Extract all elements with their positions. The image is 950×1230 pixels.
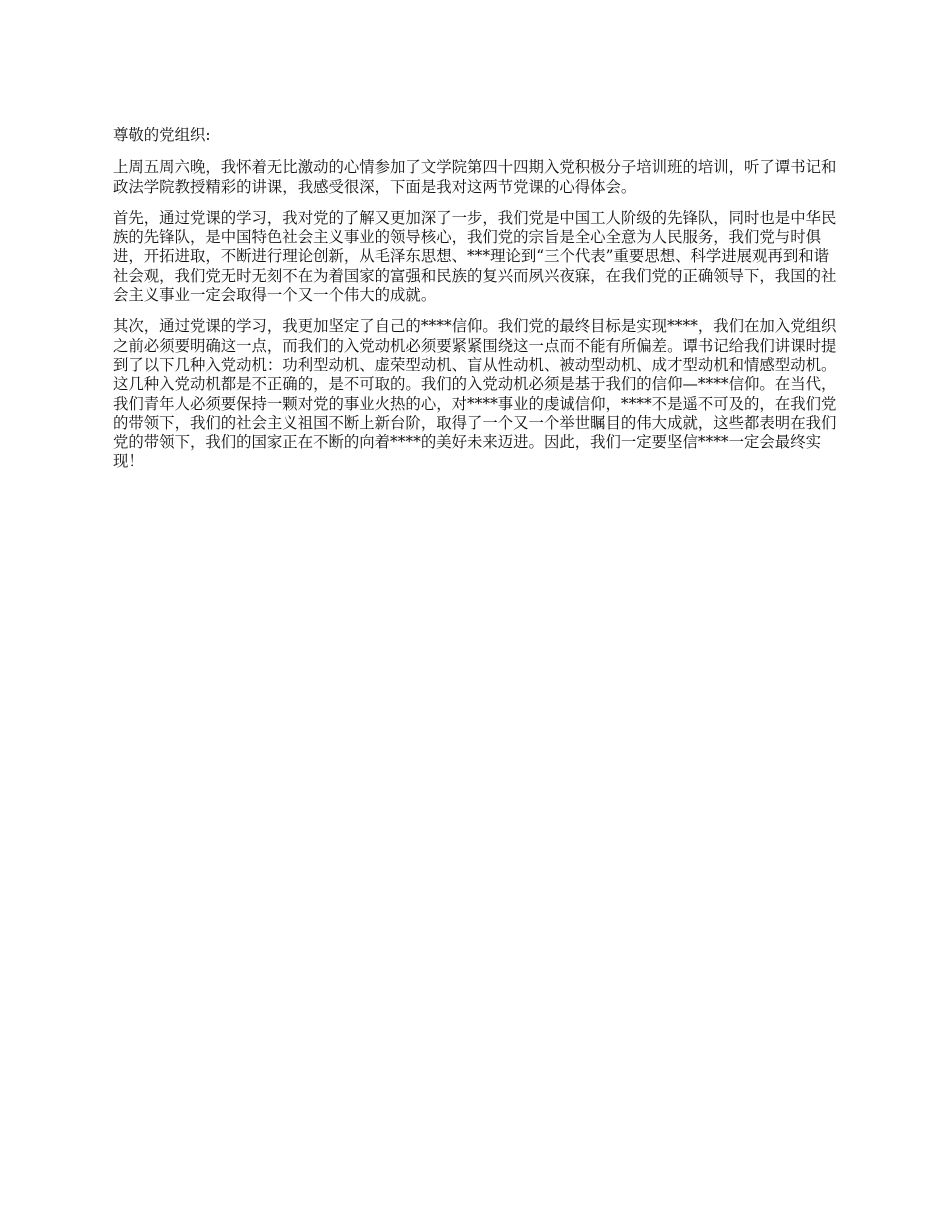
paragraph-first-point: 首先，通过党课的学习，我对党的了解又更加深了一步，我们党是中国工人阶级的先锋队，同时也是中华民族的先锋队，是中国特色社会主义事业的领导核心，我们党的宗旨是全心全意为人民服务，我们党与时俱进，开拓进取，不断进行理论创新，从毛泽东思想、***理论到“三个代表”重要思想、科学进展观再到和谐社会观，我们党无时无刻不在为着国家的富强和民族的复兴而夙兴夜寐，在我们党的正确领导下，我国的社会主义事业一定会取得一个又一个伟大的成就。 xyxy=(113,208,837,305)
document-page xyxy=(113,126,839,484)
paragraph-second-point: 其次，通过党课的学习，我更加坚定了自己的****信仰。我们党的最终目标是实现****，我们在加入党组织之前必须要明确这一点，而我们的入党动机必须要紧紧围绕这一点而不能有所偏差。谭书记给我们讲课时提到了以下几种入党动机：功利型动机、虚荣型动机、盲从性动机、被动型动机、成才型动机和情感型动机。这几种入党动机都是不正确的，是不可取的。我们的入党动机必须是基于我们的信仰—****信仰。在当代，我们青年人必须要保持一颗对党的事业火热的心，对****事业的虔诚信仰，****不是遥不可及的，在我们党的带领下，我们的社会主义祖国不断上新台阶，取得了一个又一个举世瞩目的伟大成就，这些都表明在我们党的带领下，我们的国家正在不断的向着****的美好未来迈进。因此，我们一定要坚信****一定会最终实现！ xyxy=(113,317,837,471)
paragraph-intro: 上周五周六晚，我怀着无比激动的心情参加了文学院第四十四期入党积极分子培训班的培训，听了谭书记和政法学院教授精彩的讲课，我感受很深，下面是我对这两节党课的心得体会。 xyxy=(113,158,837,196)
salutation: 尊敬的党组织: xyxy=(113,126,211,144)
